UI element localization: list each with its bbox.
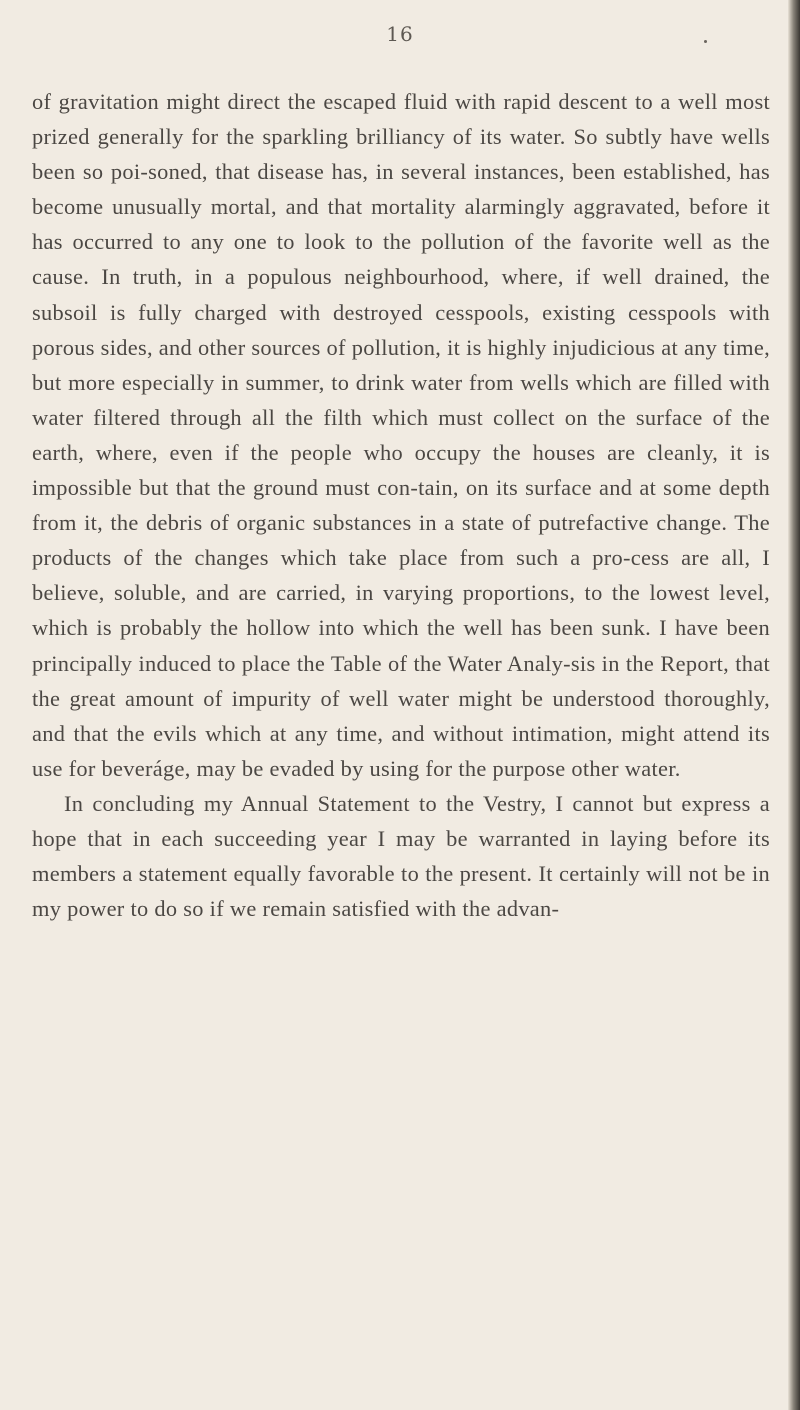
page-number: 16 xyxy=(386,22,414,46)
page-edge-shadow xyxy=(788,0,800,1410)
paragraph-continued: of gravitation might direct the escaped fluid with rapid descent to a well most prized generally for the sparkling brilliancy of its water. So subtly have wells been so poi-soned, that disease has, in several instances, been established, has become unusually mortal, and that mortality alarmingly aggravated, before it has occurred to any one to look to the pollution of the favorite well as the cause. In truth, in a populous neighbourhood, where, if well drained, the subsoil is fully charged with destroyed cesspools, existing cesspools with porous sides, and other sources of pollution, it is highly injudicious at any time, but more especially in summer, to drink water from wells which are filled with water filtered through all the filth which must collect on the surface of the earth, where, even if the people who occupy the houses are cleanly, it is impossible but that the ground must con-tain, on its surface and at some depth from it, the debris of organic substances in a state of putrefactive change. The products of the changes which take place from such a pro-cess are all, I believe, soluble, and are carried, in varying proportions, to the lowest level, which is probably the hollow into which the well has been sunk. I have been principally induced to place the Table of the Water Analy-sis in the Report, that the great amount of impurity of well water might be understood thoroughly, and that the evils which at any time, and without intimation, might attend its use for beveráge, may be evaded by using for the purpose other water. xyxy=(32,89,770,781)
paragraph-concluding: In concluding my Annual Statement to the Vestry, I cannot but express a hope that in each succeeding year I may be warranted in laying before its members a statement equally favorable to the present. It certainly will not be in my power to do so if we remain satisfied with the advan- xyxy=(32,790,770,922)
ink-speck xyxy=(704,40,707,43)
body-text xyxy=(32,84,770,926)
